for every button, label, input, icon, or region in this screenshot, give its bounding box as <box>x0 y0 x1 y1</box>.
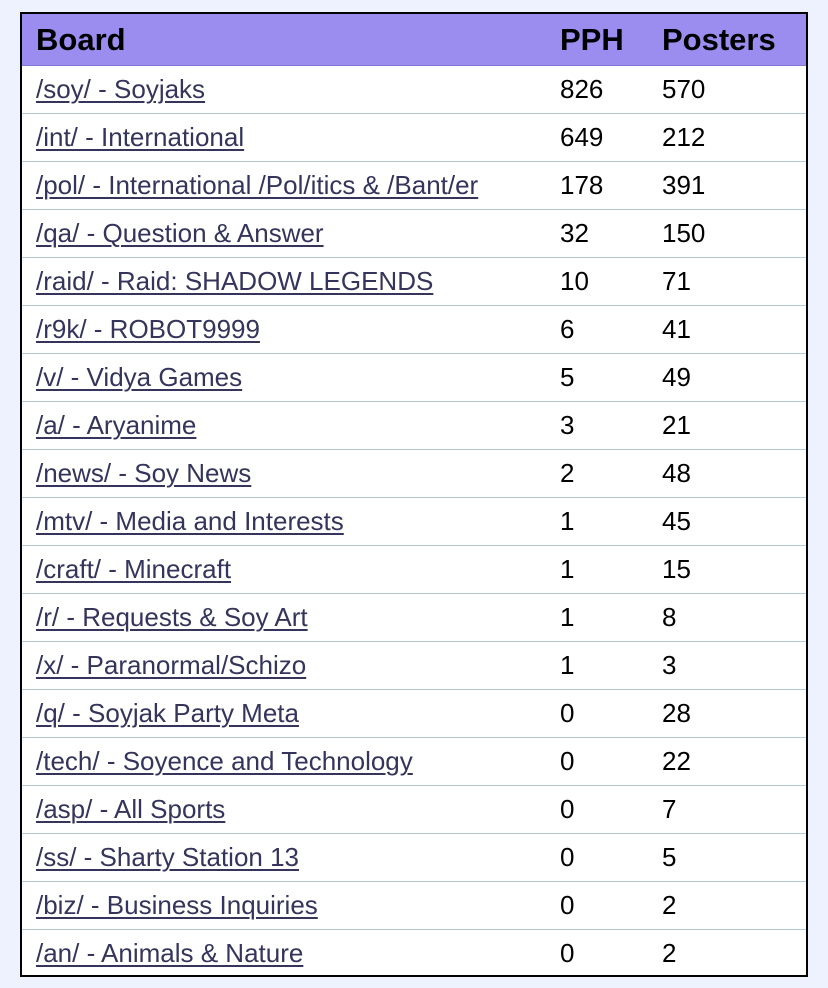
posters-cell: 15 <box>662 546 806 594</box>
pph-cell: 649 <box>560 114 662 162</box>
board-cell <box>22 834 560 882</box>
table-header <box>22 14 806 66</box>
table-body <box>22 66 806 978</box>
posters-cell: 28 <box>662 690 806 738</box>
table-row <box>22 210 806 258</box>
posters-cell: 3 <box>662 642 806 690</box>
board-cell <box>22 498 560 546</box>
pph-cell: 32 <box>560 210 662 258</box>
table-row <box>22 258 806 306</box>
table-row <box>22 834 806 882</box>
posters-cell: 71 <box>662 258 806 306</box>
table-row <box>22 642 806 690</box>
board-cell <box>22 594 560 642</box>
posters-cell: 2 <box>662 882 806 930</box>
board-link[interactable]: /ss/ - Sharty Station 13 <box>36 842 300 872</box>
table-row <box>22 354 806 402</box>
pph-cell: 1 <box>560 498 662 546</box>
board-link[interactable]: /r9k/ - ROBOT9999 <box>36 314 260 344</box>
board-cell <box>22 162 560 210</box>
pph-cell: 826 <box>560 66 662 114</box>
header-row <box>22 14 806 66</box>
board-cell <box>22 690 560 738</box>
table-row <box>22 738 806 786</box>
board-cell <box>22 546 560 594</box>
table-row <box>22 498 806 546</box>
pph-cell: 5 <box>560 354 662 402</box>
board-cell <box>22 930 560 978</box>
table-row <box>22 690 806 738</box>
table-row <box>22 882 806 930</box>
table-row <box>22 594 806 642</box>
board-link[interactable]: /qa/ - Question & Answer <box>36 218 324 248</box>
board-link[interactable]: /r/ - Requests & Soy Art <box>36 602 308 632</box>
posters-cell: 22 <box>662 738 806 786</box>
board-link[interactable]: /tech/ - Soyence and Technology <box>36 746 413 776</box>
pph-cell: 6 <box>560 306 662 354</box>
table-row <box>22 66 806 114</box>
board-link[interactable]: /biz/ - Business Inquiries <box>36 890 318 920</box>
board-cell <box>22 210 560 258</box>
posters-cell: 7 <box>662 786 806 834</box>
pph-cell: 0 <box>560 786 662 834</box>
board-link[interactable]: /int/ - International <box>36 122 245 152</box>
board-column-header[interactable]: Board <box>22 14 560 66</box>
board-stats-table <box>22 14 806 977</box>
board-link[interactable]: /an/ - Animals & Nature <box>36 938 304 968</box>
pph-cell: 10 <box>560 258 662 306</box>
board-cell <box>22 114 560 162</box>
board-link[interactable]: /news/ - Soy News <box>36 458 252 488</box>
posters-cell: 41 <box>662 306 806 354</box>
pph-cell: 1 <box>560 594 662 642</box>
board-link[interactable]: /soy/ - Soyjaks <box>36 74 206 104</box>
pph-cell: 0 <box>560 834 662 882</box>
posters-cell: 150 <box>662 210 806 258</box>
board-link[interactable]: /x/ - Paranormal/Schizo <box>36 650 307 680</box>
board-cell <box>22 642 560 690</box>
table-row <box>22 786 806 834</box>
board-link[interactable]: /mtv/ - Media and Interests <box>36 506 344 536</box>
board-cell <box>22 738 560 786</box>
board-link[interactable]: /raid/ - Raid: SHADOW LEGENDS <box>36 266 434 296</box>
pph-cell: 1 <box>560 642 662 690</box>
pph-cell: 0 <box>560 882 662 930</box>
board-link[interactable]: /pol/ - International /Pol/itics & /Bant/er <box>36 170 479 200</box>
posters-column-header[interactable]: Posters <box>662 14 806 66</box>
table-row <box>22 450 806 498</box>
board-stats-panel <box>20 12 808 977</box>
board-cell <box>22 786 560 834</box>
table-row <box>22 930 806 978</box>
board-cell <box>22 450 560 498</box>
board-link[interactable]: /asp/ - All Sports <box>36 794 226 824</box>
posters-cell: 570 <box>662 66 806 114</box>
board-cell <box>22 258 560 306</box>
board-link[interactable]: /a/ - Aryanime <box>36 410 197 440</box>
board-cell <box>22 306 560 354</box>
board-link[interactable]: /v/ - Vidya Games <box>36 362 243 392</box>
table-row <box>22 162 806 210</box>
board-link[interactable]: /q/ - Soyjak Party Meta <box>36 698 299 728</box>
pph-cell: 1 <box>560 546 662 594</box>
pph-cell: 0 <box>560 930 662 978</box>
board-cell <box>22 882 560 930</box>
posters-cell: 391 <box>662 162 806 210</box>
pph-cell: 3 <box>560 402 662 450</box>
posters-cell: 49 <box>662 354 806 402</box>
posters-cell: 8 <box>662 594 806 642</box>
pph-cell: 0 <box>560 738 662 786</box>
pph-cell: 2 <box>560 450 662 498</box>
table-row <box>22 114 806 162</box>
board-cell <box>22 354 560 402</box>
posters-cell: 45 <box>662 498 806 546</box>
pph-cell: 178 <box>560 162 662 210</box>
board-cell <box>22 66 560 114</box>
posters-cell: 2 <box>662 930 806 978</box>
posters-cell: 212 <box>662 114 806 162</box>
table-row <box>22 306 806 354</box>
table-row <box>22 546 806 594</box>
table-row <box>22 402 806 450</box>
board-cell <box>22 402 560 450</box>
pph-column-header[interactable]: PPH <box>560 14 662 66</box>
posters-cell: 48 <box>662 450 806 498</box>
pph-cell: 0 <box>560 690 662 738</box>
board-link[interactable]: /craft/ - Minecraft <box>36 554 232 584</box>
posters-cell: 21 <box>662 402 806 450</box>
posters-cell: 5 <box>662 834 806 882</box>
